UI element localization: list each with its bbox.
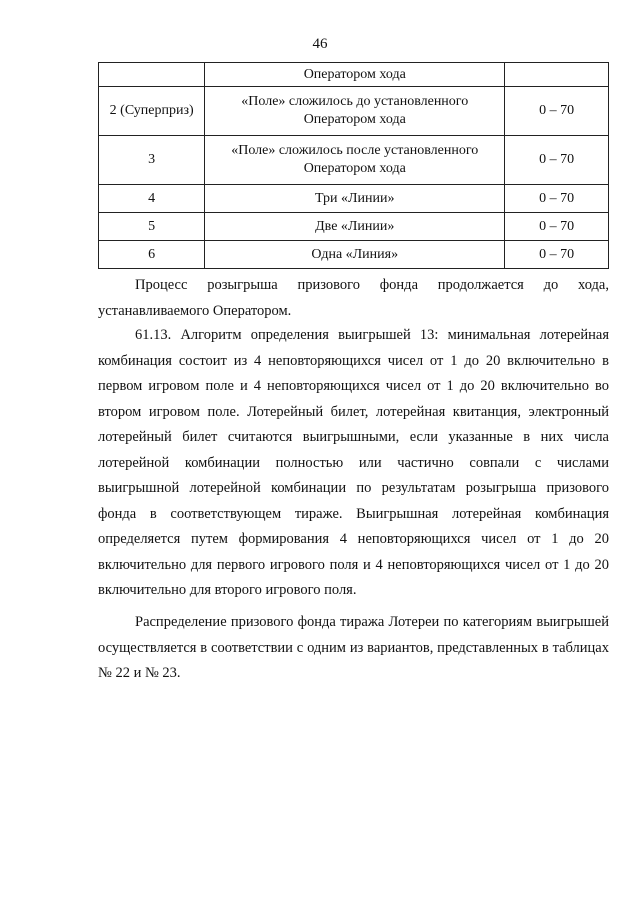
category-cell: 4: [99, 185, 205, 213]
table-row: [99, 87, 609, 136]
category-cell: 5: [99, 213, 205, 241]
condition-cell: Три «Линии»: [205, 185, 505, 213]
share-cell: 0 – 70: [505, 213, 609, 241]
condition-cell: Две «Линии»: [205, 213, 505, 241]
prize-distribution-table: [98, 62, 609, 269]
table-row: [99, 185, 609, 213]
category-cell: [99, 63, 205, 87]
table-row: [99, 213, 609, 241]
table-row: [99, 241, 609, 269]
table-row: [99, 63, 609, 87]
category-cell: 6: [99, 241, 205, 269]
share-cell: 0 – 70: [505, 87, 609, 136]
paragraph-draw-process: Процесс розыгрыша призового фонда продолжается до хода, устанавливаемого Оператором.: [98, 277, 609, 319]
paragraph-prize-distribution: Распределение призового фонда тиража Лотереи по категориям выигрышей осуществляется в соответствии с одним из вариантов, представленных в таблицах № 22 и № 23.: [98, 614, 609, 681]
category-cell: 3: [99, 136, 205, 185]
share-cell: 0 – 70: [505, 241, 609, 269]
condition-cell: «Поле» сложилось до установленного Оператором хода: [205, 87, 505, 136]
paragraph-algorithm-13: 61.13. Алгоритм определения выигрышей 13: минимальная лотерейная комбинация состоит из 4 неповторяющихся чисел от 1 до 20 включительно в первом игровом поле и 4 неповторяющихся чисел от 1 до 20 включительно во втором игровом поле. Лотерейный билет, лотерейная квитанция, электронный лотерейный билет считаются выигрышными, если указанные в них числа лотерейной комбинации полностью или частично совпали с числами выигрышной лотерейной комбинации по результатам розыгрыша призового фонда в соответствующем тираже. Выигрышная лотерейная комбинация определяется путем формирования 4 неповторяющихся чисел от 1 до 20 включительно для первого игрового поля и 4 неповторяющихся чисел от 1 до 20 включительно для второго игрового поля.: [98, 327, 609, 598]
condition-cell: Оператором хода: [205, 63, 505, 87]
share-cell: 0 – 70: [505, 185, 609, 213]
table-row: [99, 136, 609, 185]
condition-cell: «Поле» сложилось после установленного Оператором хода: [205, 136, 505, 185]
share-cell: 0 – 70: [505, 136, 609, 185]
page-number: 46: [312, 36, 328, 52]
category-cell: 2 (Суперприз): [99, 87, 205, 136]
condition-cell: Одна «Линия»: [205, 241, 505, 269]
share-cell: [505, 63, 609, 87]
